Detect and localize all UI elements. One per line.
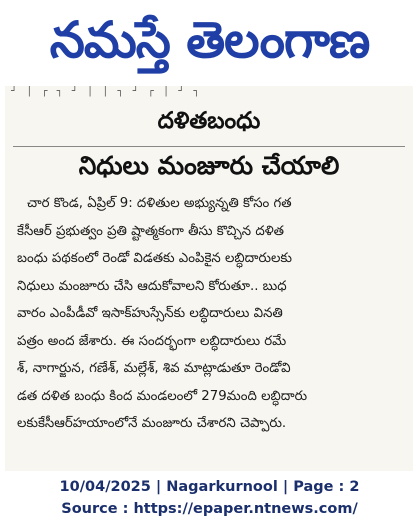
- article-body-line: నిధులు మంజూరు చేసి ఆదుకోవాలని కోరుతూ.. బుధ: [17, 278, 287, 294]
- headline-divider: [13, 146, 405, 147]
- news-clipping: [5, 86, 413, 471]
- footer-source-link[interactable]: Source : https://epaper.ntnews.com/: [61, 501, 358, 517]
- article-body-line: కేసీఆర్ ప్రభుత్వం ప్రతి ష్టాత్మకంగా తీసు కొచ్చిన దళిత: [17, 223, 285, 239]
- article-body-line: బంధు పథకంలో రెండో విడతకు ఎంపికైన లబ్ధిదారులకు: [17, 251, 292, 266]
- headline-kicker: దళితబంధు: [157, 108, 261, 134]
- article-body: [17, 190, 403, 438]
- footer-date-edition-page: 10/04/2025 | Nagarkurnool | Page : 2: [59, 479, 360, 495]
- source-footer: [0, 476, 419, 520]
- article-body-line: వారం ఎంపీడీవో ఇసాక్‌హుస్సేన్‌కు లబ్ధిదారులు వినతి: [17, 306, 283, 321]
- newspaper-logo-title: నమస్తే తెలంగాణ: [49, 11, 370, 69]
- article-body-line: శ్, నాగార్జున, గణేశ్, మల్లేశ్, శివ మాట్లాడుతూ రెండోవి: [17, 361, 291, 376]
- headline-main: నిధులు మంజూరు చేయాలి: [78, 151, 340, 180]
- masthead: [0, 0, 419, 80]
- article-body-line: డత దళిత బంధు కింద మండలంలో 279మంది లబ్ధిదారు: [17, 388, 308, 404]
- article-body-line: లకుకేసీఆర్‌హయాంలోనే మంజూరు చేశారని చెప్పారు.: [17, 416, 287, 431]
- article-body-line: పత్రం అంద జేశారు. ఈ సందర్భంగా లబ్ధిదారులు రమే: [17, 333, 287, 349]
- clipping-cut-edge: ┘ │ ┌ ┐ ┘ │ │ ┐ ┘ ┌ │ ┘ ┐: [11, 86, 203, 97]
- article-body-line: చార కొండ, ఏప్రిల్ 9: దళితుల అభ్యున్నతి కోసం గత: [27, 196, 292, 211]
